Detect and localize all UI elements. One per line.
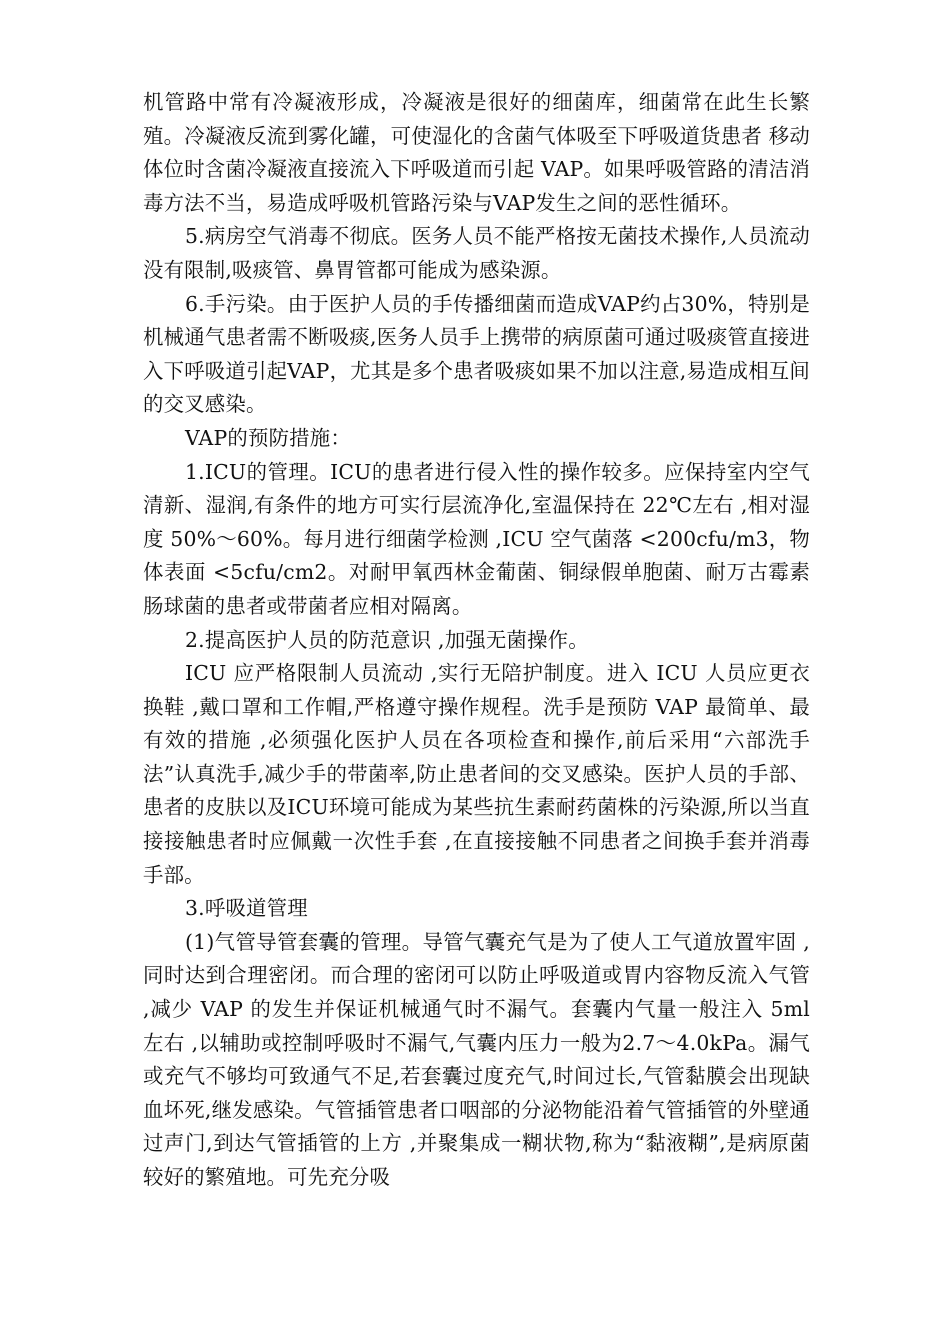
paragraph-icu-management: 1.ICU的管理。ICU的患者进行侵入性的操作较多。应保持室内空气清新、湿润,有条件的地方可实行层流净化,室温保持在 22℃左右 ,相对湿度 50%～60%。每月进行细菌学检测 ,ICU 空气菌落 <200cfu/m3，物体表面 <5cfu/cm2。对耐甲氧西林金葡菌、铜绿假单胞菌、耐万古霉素肠球菌的患者或带菌者应相对隔离。: [143, 459, 810, 618]
paragraph-condensate: 机管路中常有冷凝液形成，冷凝液是很好的细菌库，细菌常在此生长繁殖。冷凝液反流到雾化罐，可使湿化的含菌气体吸至下呼吸道货患者 移动体位时含菌冷凝液直接流入下呼吸道而引起 VAP。如果呼吸管路的清洁消毒方法不当，易造成呼吸机管路污染与VAP发生之间的恶性循环。: [143, 90, 810, 215]
section-heading-prevention: VAP的预防措施：: [185, 425, 351, 450]
section-heading-airway: 3.呼吸道管理: [185, 896, 308, 921]
paragraph-cuff-management: (1)气管导管套囊的管理。导管气囊充气是为了使人工气道放置牢固 ,同时达到合理密闭。而合理的密闭可以防止呼吸道或胃内容物反流入气管 ,减少 VAP 的发生并保证机械通气时不漏气。套囊内气量一般注入 5ml 左右 ,以辅助或控制呼吸时不漏气,气囊内压力一般为2.7～4.0kPa。漏气或充气不够均可致通气不足,若套囊过度充气,时间过长,气管黏膜会出现缺血坏死,继发感染。气管插管患者口咽部的分泌物能沿着气管插管的外壁通过声门,到达气管插管的上方 ,并聚集成一糊状物,称为“黏液糊”,是病原菌较好的繁殖地。可先充分吸: [143, 929, 810, 1189]
paragraph-hand-washing: ICU 应严格限制人员流动 ,实行无陪护制度。进入 ICU 人员应更衣换鞋 ,戴口罩和工作帽,严格遵守操作规程。洗手是预防 VAP 最简单、最有效的措施 ,必须强化医护人员在各项检查和操作,前后采用“六部洗手法”认真洗手,减少手的带菌率,防止患者间的交叉感染。医护人员的手部、患者的皮肤以及ICU环境可能成为某些抗生素耐药菌株的污染源,所以当直接接触患者时应佩戴一次性手套 ,在直接接触不同患者之间换手套并消毒手部。: [143, 661, 810, 887]
document-body: [143, 86, 810, 1195]
paragraph-hand-contamination: 6.手污染。由于医护人员的手传播细菌而造成VAP约占30%，特别是机械通气患者需不断吸痰,医务人员手上携带的病原菌可通过吸痰管直接进入下呼吸道引起VAP，尤其是多个患者吸痰如果不加以注意,易造成相互间的交叉感染。: [143, 291, 810, 417]
paragraph-awareness: 2.提高医护人员的防范意识 ,加强无菌操作。: [185, 627, 589, 652]
paragraph-air-disinfection: 5.病房空气消毒不彻底。医务人员不能严格按无菌技术操作,人员流动没有限制,吸痰管、鼻胃管都可能成为感染源。: [143, 224, 810, 282]
